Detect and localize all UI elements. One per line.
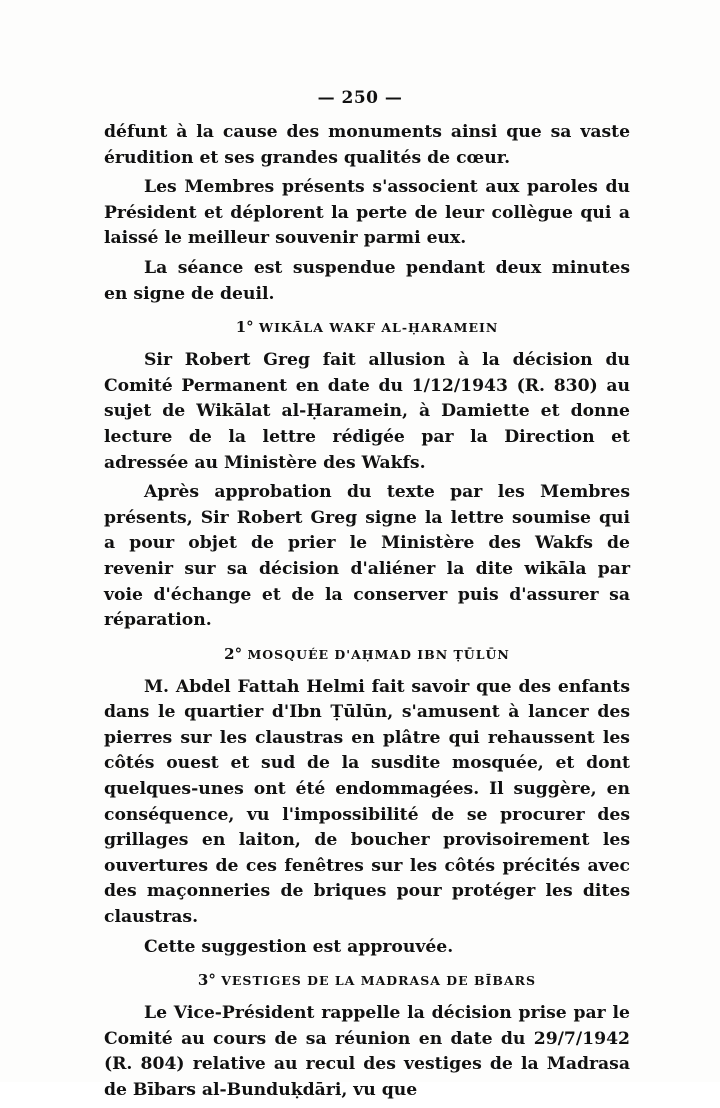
paragraph-session-suspended: La séance est suspendue pendant deux minutes en signe de deuil. <box>104 257 630 304</box>
section-number: 3° <box>197 971 216 990</box>
paragraph-wikala-decision: Sir Robert Greg fait allusion à la décision du Comité Permanent en date du 1/12/1943 (R. 830) au sujet de Wikālat al-Ḥaramein, à Damiette et donne lecture de la lettre rédigée par la Direction et adressée au Ministère des Wakfs. <box>104 350 630 473</box>
paragraph-members-condolences: Les Membres présents s'associent aux paroles du Président et déplorent la perte de leur collègue qui a laissé le meilleur souvenir parmi eux. <box>104 177 630 249</box>
section-number: 2° <box>224 644 243 663</box>
paragraph-continuation: défunt à la cause des monuments ainsi que sa vaste érudition et ses grandes qualités de cœur. <box>104 122 630 168</box>
section-heading-3 <box>104 970 630 991</box>
section-number: 1° <box>235 318 254 337</box>
paragraph-madrasa-vestiges: Le Vice-Président rappelle la décision prise par le Comité au cours de sa réunion en date du 29/7/1942 (R. 804) relative au recul des vestiges de la Madrasa de Bībars al-Bunduḳdāri, vu que <box>104 1003 630 1100</box>
document-body <box>104 120 630 1108</box>
section-heading-2 <box>104 644 630 665</box>
paragraph-suggestion-approved: Cette suggestion est approuvée. <box>144 936 454 957</box>
section-title: VESTIGES DE LA MADRASA DE BĪBARS <box>221 973 537 989</box>
page-number: — 250 — <box>317 88 403 108</box>
section-heading-1 <box>104 317 630 338</box>
paragraph-wikala-letter: Après approbation du texte par les Membres présents, Sir Robert Greg signe la lettre soumise qui a pour objet de prier le Ministère des Wakfs de revenir sur sa décision d'aliéner la dite wikāla par voie d'échange et de la conserver puis d'assurer sa réparation. <box>104 482 630 631</box>
paragraph-mosque-report: M. Abdel Fattah Helmi fait savoir que des enfants dans le quartier d'Ibn Ṭūlūn, s'amusent à lancer des pierres sur les claustras en plâtre qui rehaussent les côtés ouest et sud de la susdite mosquée, et dont quelques-unes ont été endommagées. Il suggère, en conséquence, vu l'impossibilité de se procurer des grillages en laiton, de boucher provisoirement les ouvertures de ces fenêtres sur les côtés précités avec des maçonneries de briques pour protéger les dites claustras. <box>104 676 630 928</box>
section-title: MOSQUÉE D'AḤMAD IBN ṬŪLŪN <box>247 646 510 662</box>
section-title: WIKĀLA WAKF AL-ḤARAMEIN <box>259 320 499 336</box>
